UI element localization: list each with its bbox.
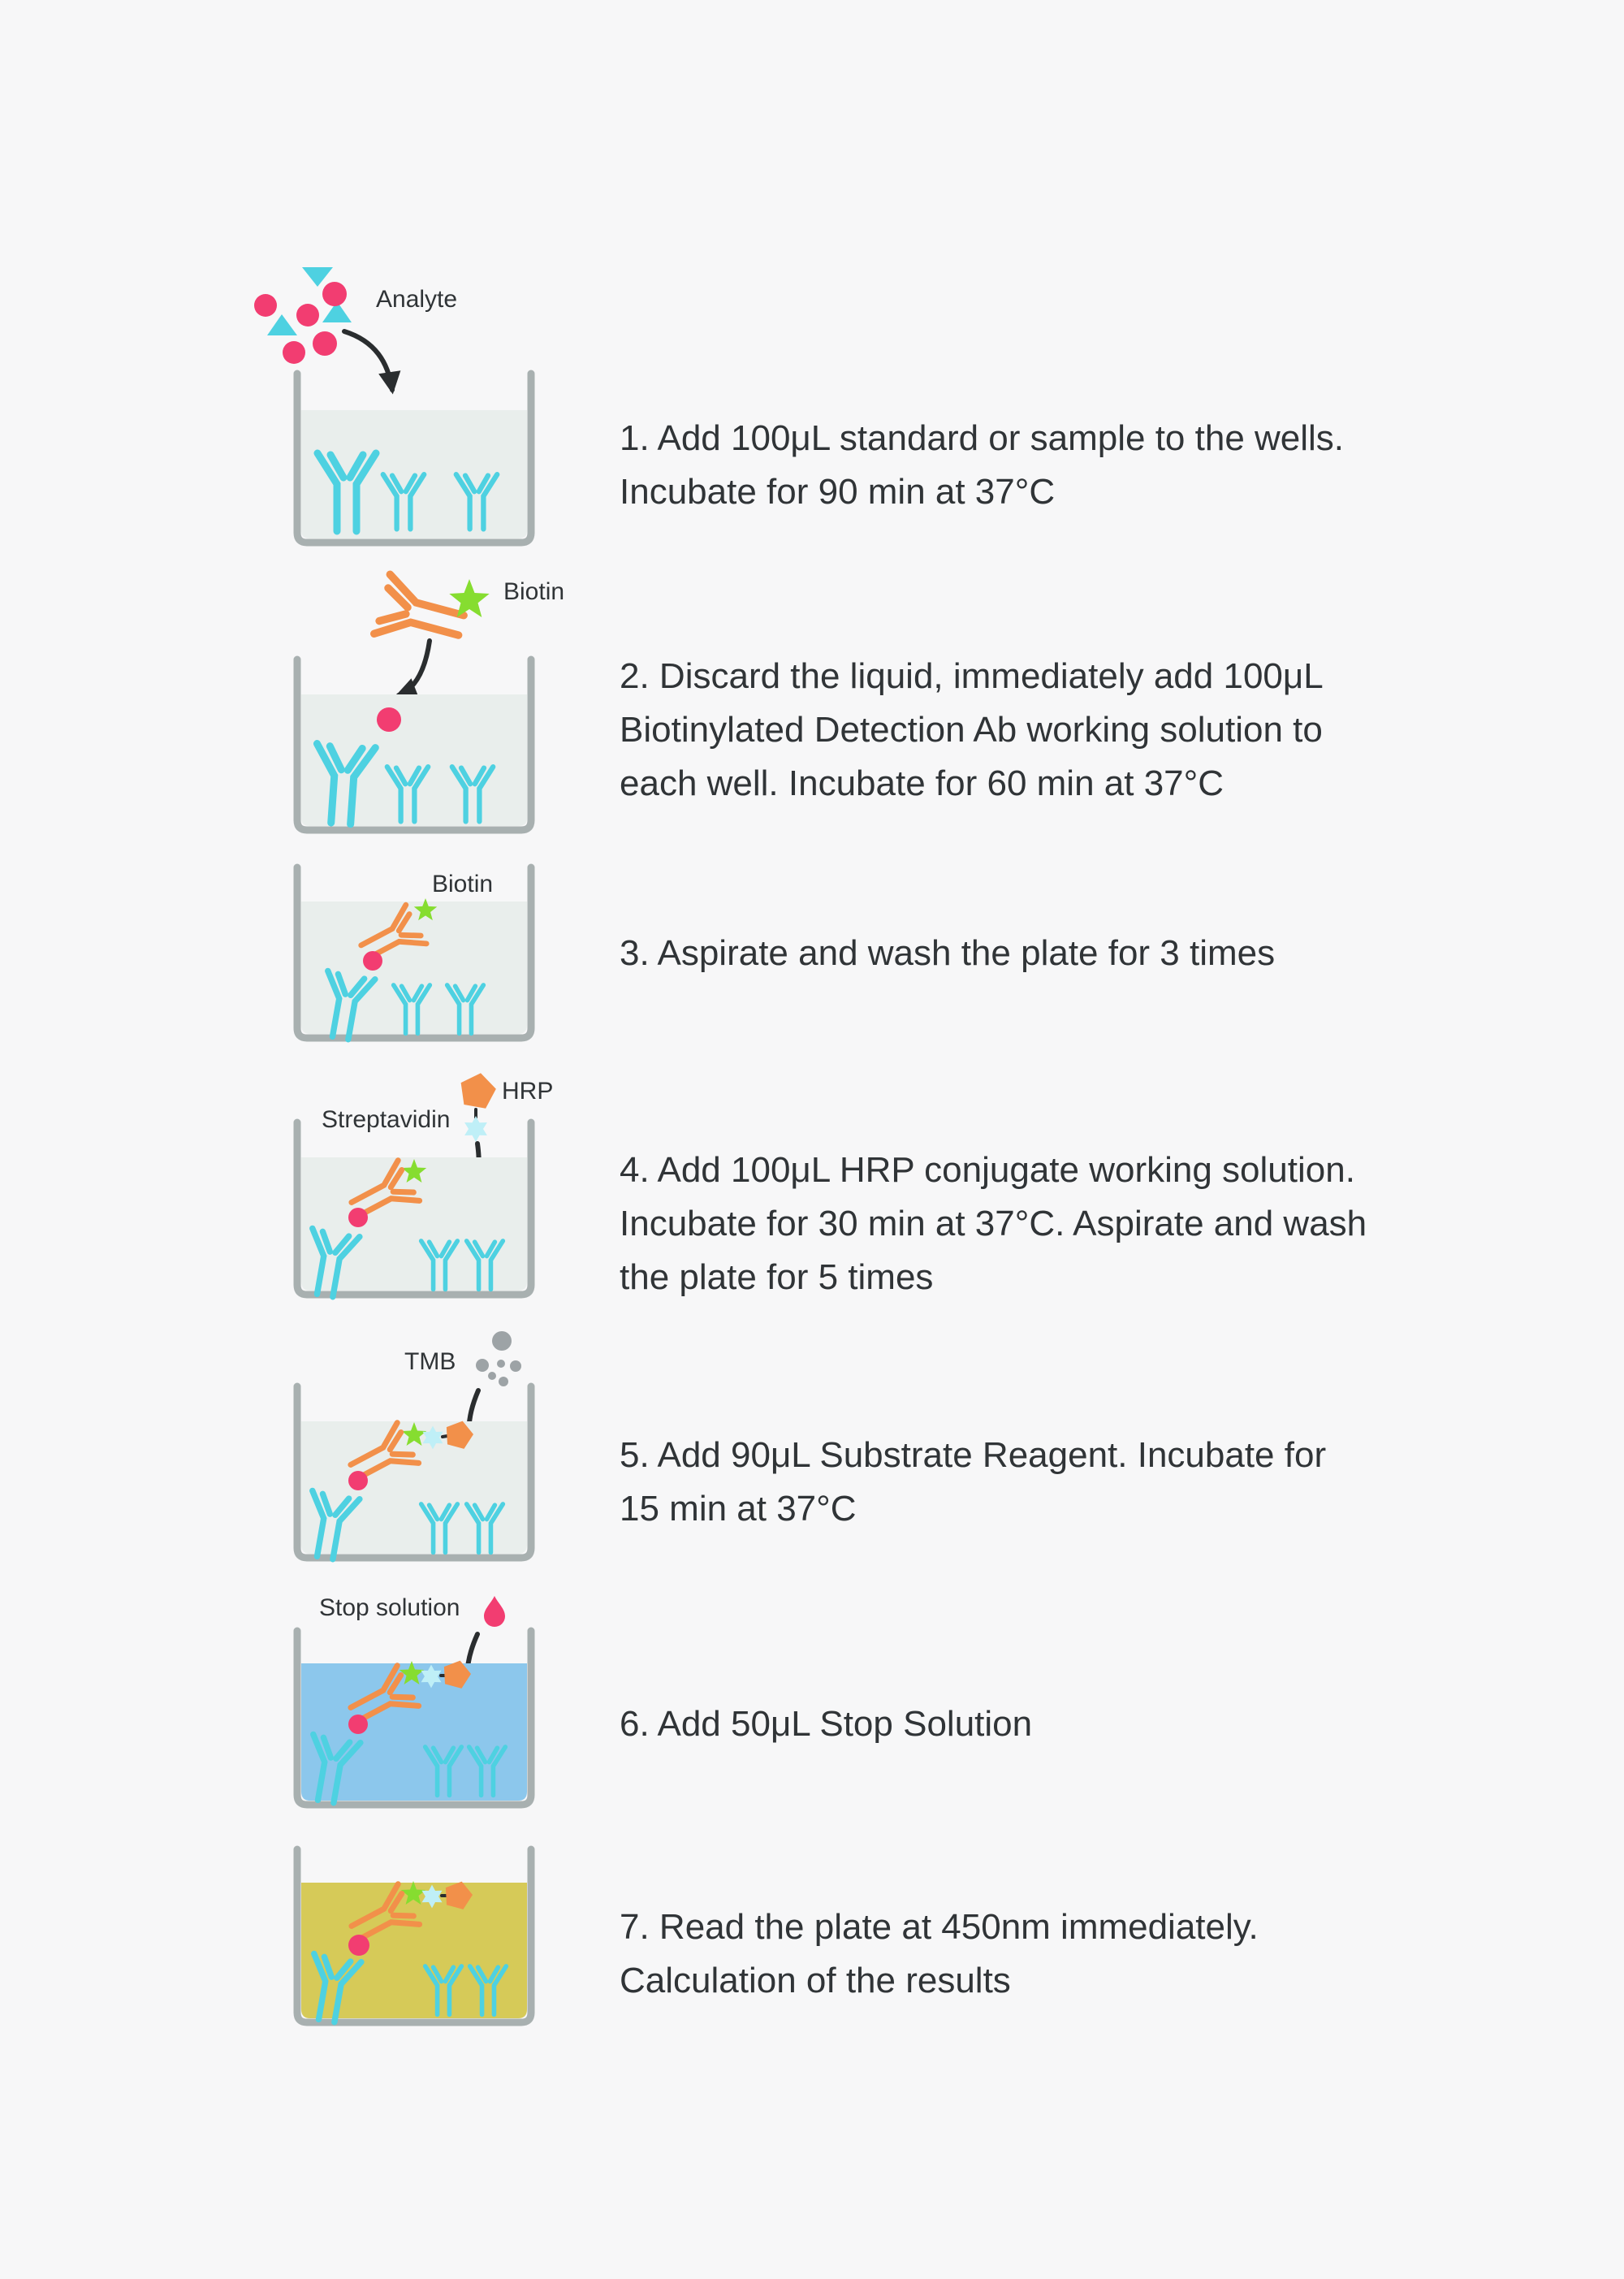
step-5-line: 5. Add 90μL Substrate Reagent. Incubate for [620, 1435, 1327, 1475]
step-7-text [620, 1901, 1259, 2008]
step-6-text [620, 1697, 1032, 1751]
label-hrp: HRP [502, 1078, 554, 1105]
stop-solution-icon [484, 1596, 505, 1627]
step-2-line: each well. Incubate for 60 min at 37°C [620, 763, 1224, 803]
step-1-line: 1. Add 100μL standard or sample to the wells. [620, 418, 1345, 458]
analyte-icon [363, 951, 382, 971]
label-biotin: Biotin [432, 871, 494, 897]
step-5-text [620, 1429, 1326, 1536]
step-4-illustration [297, 1070, 531, 1300]
hrp-streptavidin-link [443, 1436, 447, 1437]
step-2-line: 2. Discard the liquid, immediately add 100μL [620, 656, 1324, 696]
step-2-text [620, 650, 1324, 811]
label-stop-solution: Stop solution [319, 1594, 460, 1621]
step-2-line: Biotinylated Detection Ab working solution to [620, 710, 1323, 750]
analyte-icon [348, 1935, 369, 1956]
analyte-icon [348, 1208, 368, 1227]
streptavidin-icon [464, 1116, 487, 1142]
label-biotin: Biotin [503, 578, 565, 605]
step-5-line: 15 min at 37°C [620, 1489, 857, 1529]
step-3-text [620, 927, 1275, 980]
label-streptavidin: Streptavidin [322, 1106, 451, 1133]
step-7-line: 7. Read the plate at 450nm immediately. [620, 1907, 1259, 1947]
step-6-illustration [297, 1596, 531, 1805]
step-4-text [620, 1144, 1367, 1304]
step-1-text [620, 412, 1344, 519]
label-analyte: Analyte [376, 286, 458, 313]
label-tmb: TMB [404, 1348, 456, 1375]
step-4-line: the plate for 5 times [620, 1257, 934, 1297]
step-4-line: Incubate for 30 min at 37°C. Aspirate and wash [620, 1204, 1367, 1243]
analyte-icon [377, 707, 401, 732]
step-6-line: 6. Add 50μL Stop Solution [620, 1704, 1033, 1744]
tmb-icon [476, 1331, 521, 1386]
step-1-line: Incubate for 90 min at 37°C [620, 472, 1056, 512]
analyte-icon [348, 1715, 368, 1734]
arrow-icon [399, 641, 430, 695]
step-4-line: 4. Add 100μL HRP conjugate working solution. [620, 1150, 1355, 1190]
analyte-icon [348, 1471, 368, 1490]
hrp-icon [457, 1070, 498, 1109]
step-7-line: Calculation of the results [620, 1961, 1011, 2000]
step-3-illustration [297, 867, 531, 1042]
analyte-icon [254, 267, 352, 364]
detection-antibody-icon [374, 574, 469, 655]
arrow-icon [344, 331, 392, 390]
step-7-illustration [297, 1849, 531, 2025]
step-3-line: 3. Aspirate and wash the plate for 3 times [620, 933, 1276, 973]
step-2-illustration [297, 574, 531, 830]
